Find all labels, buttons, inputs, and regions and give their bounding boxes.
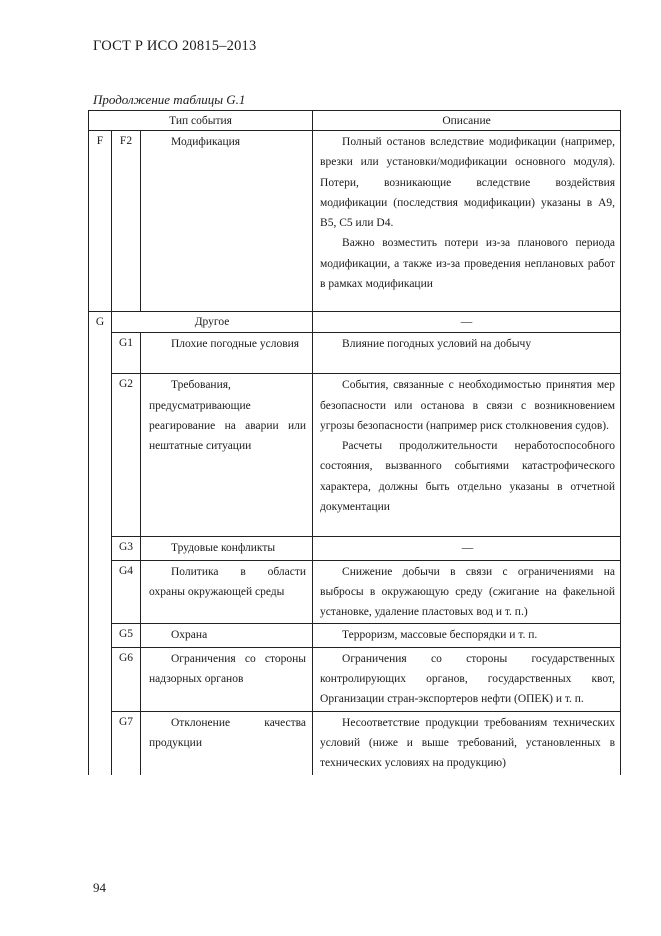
event-name: Политика в области охраны окружающей среды bbox=[141, 560, 313, 624]
table-row bbox=[89, 711, 621, 774]
table-header-row bbox=[89, 111, 621, 131]
event-name: Трудовые конфликты bbox=[141, 537, 313, 560]
event-description: — bbox=[313, 537, 621, 560]
event-name: Отклонение качества продукции bbox=[141, 711, 313, 774]
event-description: Полный останов вследствие модификации (например, врезки или установки/модификации основного модуля). Потери, возникающие вследствие воздействия модификации (последствия модификации) указаны в A9, B5, C5 или D4. Важно возместить потери из-за планового периода модификации, а также из-за проведения неплановых работ в рамках модификации bbox=[313, 131, 621, 312]
col-header-description: Описание bbox=[313, 111, 621, 131]
event-name: Плохие погодные условия bbox=[141, 333, 313, 374]
table-row bbox=[89, 312, 621, 333]
table-row bbox=[89, 560, 621, 624]
event-code: G2 bbox=[112, 374, 141, 537]
group-name: Другое bbox=[112, 312, 313, 333]
event-description: Влияние погодных условий на добычу bbox=[313, 333, 621, 374]
table-row bbox=[89, 333, 621, 374]
table-row bbox=[89, 374, 621, 537]
event-code: G6 bbox=[112, 647, 141, 711]
table-caption: Продолжение таблицы G.1 bbox=[93, 92, 246, 107]
event-description: Несоответствие продукции требованиям технических условий (ниже и выше требований, установленных в технических условиях на продукцию) bbox=[313, 711, 621, 774]
event-description: События, связанные с необходимостью принятия мер безопасности или останова в связи с возникновением угрозы безопасности (например риск столкновения судов). Расчеты продолжительности неработоспособного состояния, вызванного событиями катастрофического характера, должны быть отдельно указаны в отчетной документации bbox=[313, 374, 621, 537]
group-code-g: G bbox=[89, 312, 112, 333]
table-row bbox=[89, 647, 621, 711]
event-name: Требования, предусматривающие реагирование на аварии или нештатные ситуации bbox=[141, 374, 313, 537]
event-name: Модификация bbox=[141, 131, 313, 312]
event-code: G1 bbox=[112, 333, 141, 374]
event-description: Ограничения со стороны государственных контролирующих органов, государственных квот, Организации стран-экспортеров нефти (ОПЕК) и т. п. bbox=[313, 647, 621, 711]
event-code: G4 bbox=[112, 560, 141, 624]
event-type-table bbox=[88, 110, 621, 775]
table-row bbox=[89, 537, 621, 560]
event-description: Снижение добычи в связи с ограничениями на выбросы в окружающую среду (сжигание на факельной установке, удаление пластовых вод и т. п.) bbox=[313, 560, 621, 624]
page-number: 94 bbox=[93, 880, 106, 895]
event-description: Терроризм, массовые беспорядки и т. п. bbox=[313, 624, 621, 647]
event-code: G7 bbox=[112, 711, 141, 774]
document-header: ГОСТ Р ИСО 20815–2013 bbox=[93, 38, 257, 54]
group-code-f: F bbox=[89, 131, 112, 312]
table-row bbox=[89, 131, 621, 312]
event-name: Ограничения со стороны надзорных органов bbox=[141, 647, 313, 711]
event-code: F2 bbox=[112, 131, 141, 312]
event-code: G5 bbox=[112, 624, 141, 647]
table-row bbox=[89, 624, 621, 647]
event-code: G3 bbox=[112, 537, 141, 560]
event-name: Охрана bbox=[141, 624, 313, 647]
col-header-event-type: Тип события bbox=[89, 111, 313, 131]
group-description: — bbox=[313, 312, 621, 333]
